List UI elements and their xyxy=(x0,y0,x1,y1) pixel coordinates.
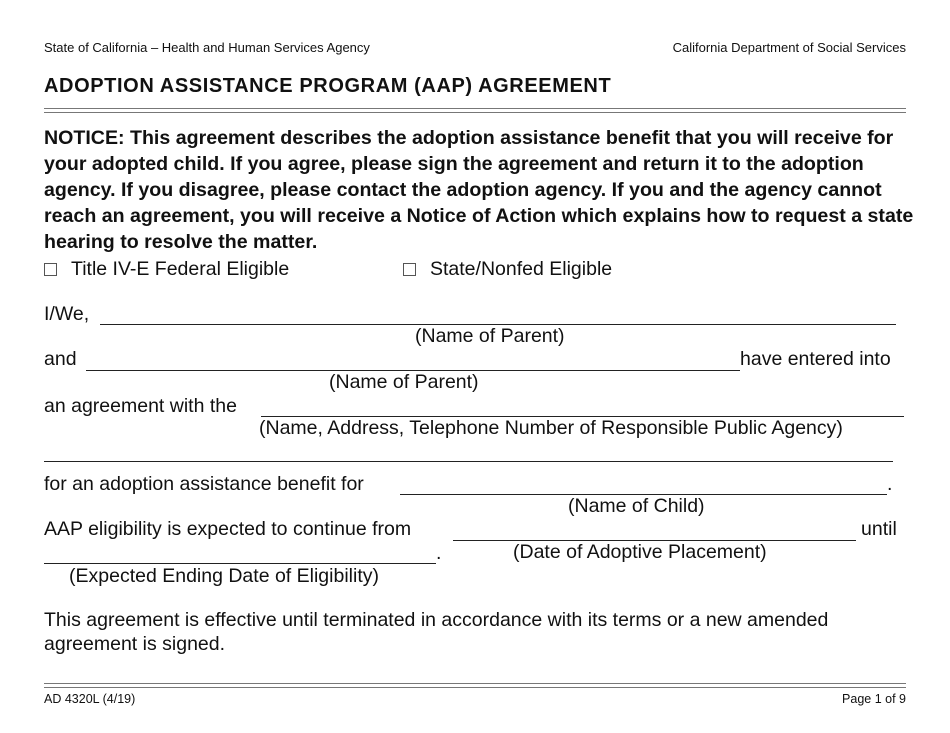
federal-eligible-label: Title IV-E Federal Eligible xyxy=(71,258,290,280)
state-eligible-checkbox[interactable] xyxy=(403,263,416,276)
iwe-label: I/We, xyxy=(44,303,90,325)
footer-divider xyxy=(44,683,906,688)
agency-caption: (Name, Address, Telephone Number of Responsible Public Agency) xyxy=(259,417,843,439)
agency-header: State of California – Health and Human Services Agency xyxy=(44,40,370,55)
period-mark-2: . xyxy=(436,542,442,564)
continue-label: AAP eligibility is expected to continue from xyxy=(44,518,412,540)
ending-date-field[interactable] xyxy=(44,563,436,564)
agreement-with-label: an agreement with the xyxy=(44,395,237,417)
ending-caption: (Expected Ending Date of Eligibility) xyxy=(69,565,379,587)
entered-into-label: have entered into xyxy=(740,348,891,370)
state-eligible-label: State/Nonfed Eligible xyxy=(430,258,613,280)
department-header: California Department of Social Services xyxy=(672,40,906,55)
notice-text: NOTICE: This agreement describes the adoption assistance benefit that you will receive for your adopted child. If you agree, please sign the agreement and return it to the adoption agency. If you disagree, please contact the adoption agency. If you and the agency cannot reach an agreement, you will receive a Notice of Action which explains how to request a state hearing to resolve the matter. xyxy=(44,127,914,253)
title-divider xyxy=(44,108,906,113)
effective-paragraph: This agreement is effective until terminated in accordance with its terms or a new amended agreement is signed. xyxy=(44,609,829,655)
benefit-label: for an adoption assistance benefit for xyxy=(44,473,364,495)
federal-eligible-checkbox[interactable] xyxy=(44,263,57,276)
placement-caption: (Date of Adoptive Placement) xyxy=(513,541,767,563)
until-label: until xyxy=(861,518,897,540)
agency-field-line-2[interactable] xyxy=(44,461,893,462)
form-title: ADOPTION ASSISTANCE PROGRAM (AAP) AGREEMENT xyxy=(44,75,612,97)
child-caption: (Name of Child) xyxy=(568,495,705,517)
period-mark: . xyxy=(887,473,893,495)
parent2-caption: (Name of Parent) xyxy=(329,371,479,393)
page-number: Page 1 of 9 xyxy=(842,692,906,706)
state-eligible-option[interactable] xyxy=(403,258,612,281)
form-number: AD 4320L (4/19) xyxy=(44,692,136,706)
and-label: and xyxy=(44,348,77,370)
federal-eligible-option[interactable] xyxy=(44,258,289,281)
parent1-caption: (Name of Parent) xyxy=(415,325,565,347)
